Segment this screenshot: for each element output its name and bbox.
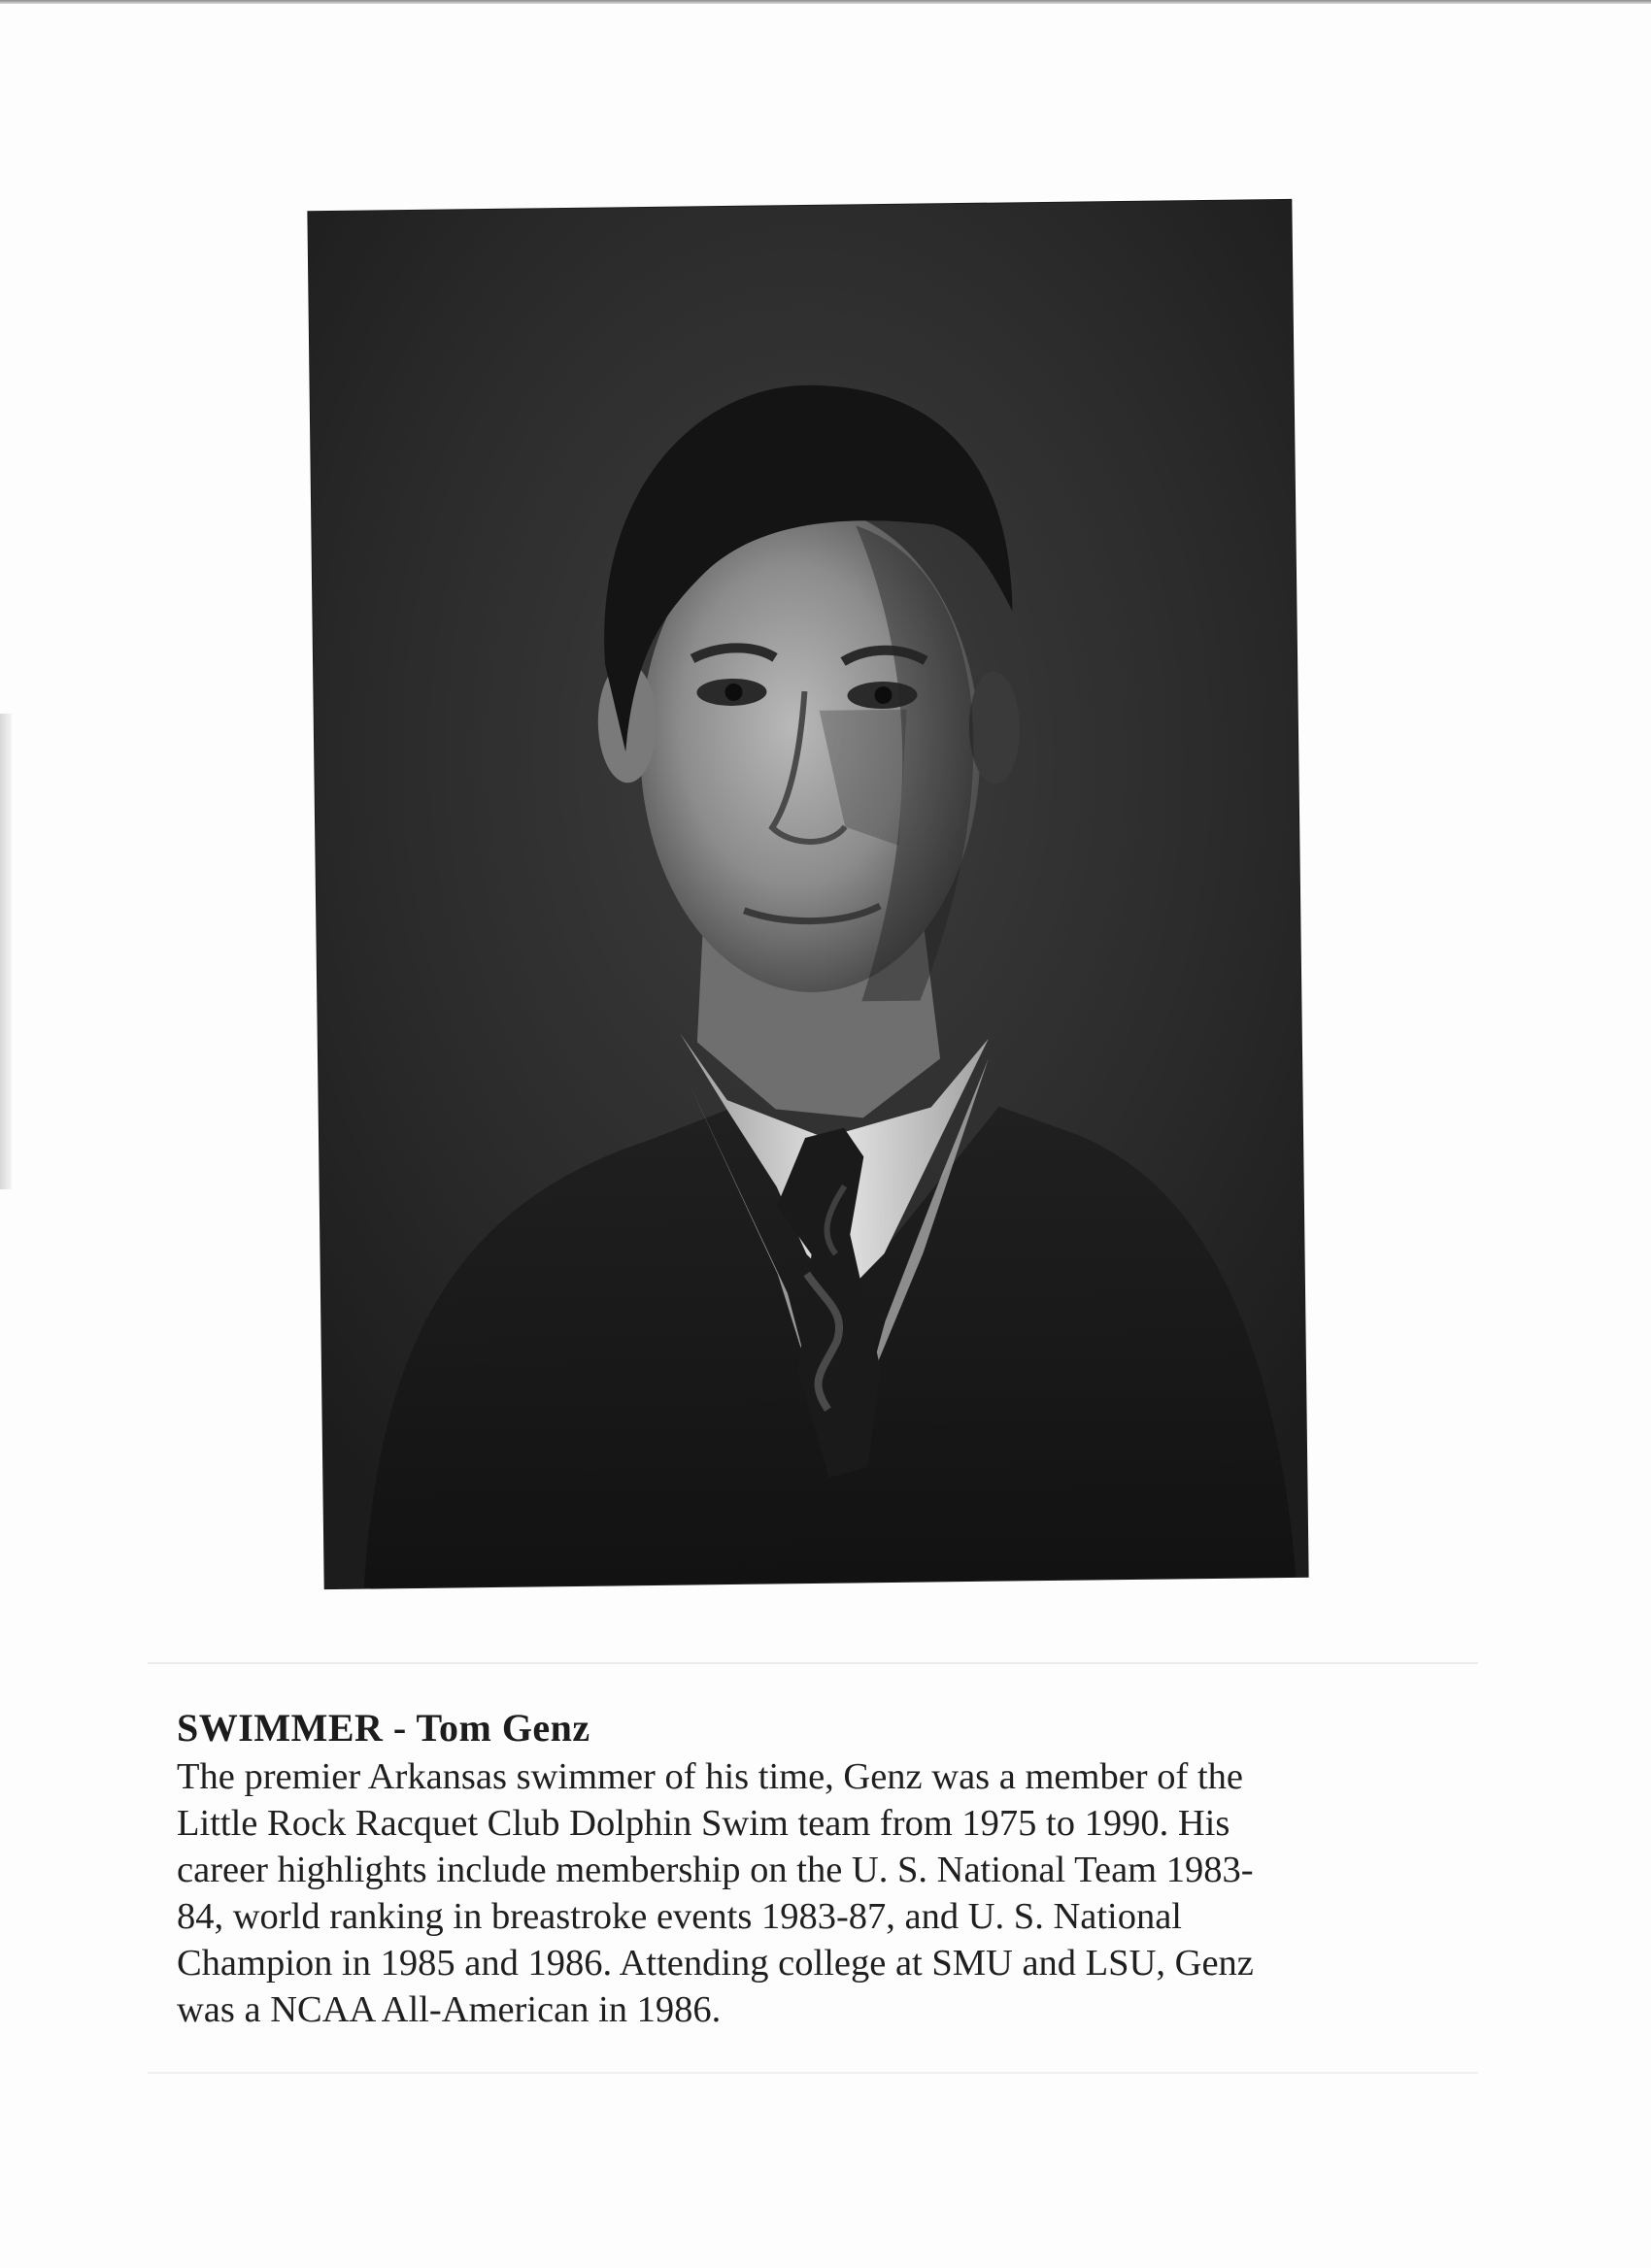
portrait-photo bbox=[308, 200, 1307, 1588]
caption-section bbox=[148, 1662, 1478, 2074]
portrait-illustration bbox=[308, 200, 1307, 1588]
caption-line: Little Rock Racquet Club Dolphin Swim team from 1975 to 1990. His bbox=[177, 1803, 1230, 1844]
caption-line: The premier Arkansas swimmer of his time, Genz was a member of the bbox=[177, 1756, 1243, 1797]
caption-line: Champion in 1985 and 1986. Attending college at SMU and LSU, Genz bbox=[177, 1943, 1254, 1984]
scan-shadow bbox=[0, 714, 12, 1189]
caption-line: 84, world ranking in breastroke events 1983-87, and U. S. National bbox=[177, 1896, 1183, 1937]
caption-line: was a NCAA All-American in 1986. bbox=[177, 1989, 722, 2030]
caption-body bbox=[177, 1753, 1468, 2033]
caption-line: career highlights include membership on the U. S. National Team 1983- bbox=[177, 1850, 1254, 1890]
scan-top-edge bbox=[0, 0, 1651, 4]
caption-title: SWIMMER - Tom Genz bbox=[177, 1706, 590, 1750]
